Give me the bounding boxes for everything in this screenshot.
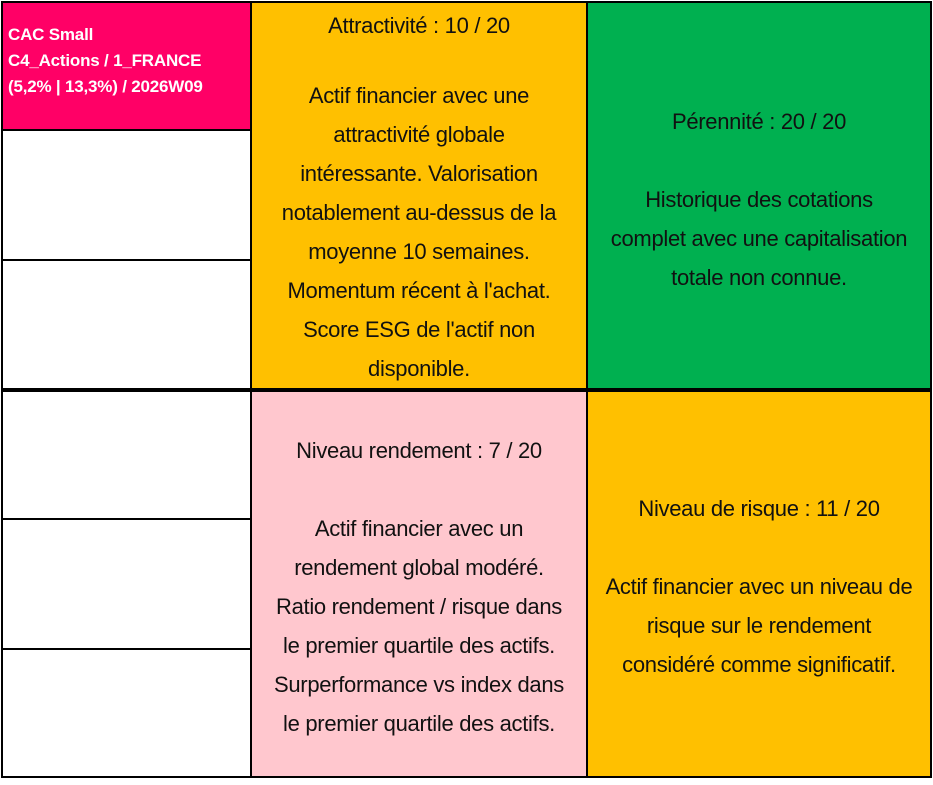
rendement-line: rendement global modéré.	[294, 555, 544, 580]
risque-line: considéré comme significatif.	[622, 652, 896, 677]
rendement-cell[interactable]	[250, 390, 588, 778]
attractivite-line: moyenne 10 semaines.	[308, 239, 530, 264]
attractivite-line: Score ESG de l'actif non	[303, 317, 535, 342]
perennite-cell[interactable]	[586, 1, 932, 390]
attractivite-line: intéressante. Valorisation	[300, 161, 538, 186]
perennite-line: Historique des cotations	[645, 187, 873, 212]
asset-category: C4_Actions / 1_FRANCE	[8, 51, 202, 70]
risque-title: Niveau de risque : 11 / 20	[638, 496, 880, 521]
risque-line: risque sur le rendement	[646, 613, 872, 638]
rendement-line: le premier quartile des actifs.	[283, 633, 555, 658]
attractivite-title: Attractivité : 10 / 20	[328, 13, 510, 38]
risque-cell[interactable]	[586, 390, 932, 778]
asset-stats-week: (5,2% | 13,3%) / 2026W09	[8, 77, 203, 96]
rendement-line: Ratio rendement / risque dans	[275, 594, 563, 619]
attractivite-line: disponible.	[368, 356, 470, 381]
perennite-line: totale non connue.	[671, 265, 847, 290]
risque-line: Actif financier avec un niveau de	[605, 574, 913, 599]
empty-cell[interactable]	[1, 390, 252, 520]
empty-cell[interactable]	[1, 518, 252, 650]
empty-cell[interactable]	[1, 129, 252, 261]
attractivite-cell[interactable]	[250, 1, 588, 390]
attractivite-line: attractivité globale	[333, 122, 505, 147]
rendement-line: Surperformance vs index dans	[274, 672, 564, 697]
bottom-margin	[0, 779, 933, 785]
rendement-line: le premier quartile des actifs.	[283, 711, 555, 736]
rendement-title: Niveau rendement : 7 / 20	[296, 438, 542, 463]
empty-cell[interactable]	[1, 648, 252, 778]
rendement-line: Actif financier avec un	[314, 516, 524, 541]
perennite-line: complet avec une capitalisation	[610, 226, 908, 251]
asset-name: CAC Small	[8, 25, 94, 44]
attractivite-line: Actif financier avec une	[308, 83, 530, 108]
empty-cell[interactable]	[1, 259, 252, 390]
perennite-title: Pérennité : 20 / 20	[671, 109, 847, 134]
attractivite-line: Momentum récent à l'achat.	[287, 278, 551, 303]
attractivite-line: notablement au-dessus de la	[281, 200, 557, 225]
asset-label-cell[interactable]	[1, 1, 252, 131]
